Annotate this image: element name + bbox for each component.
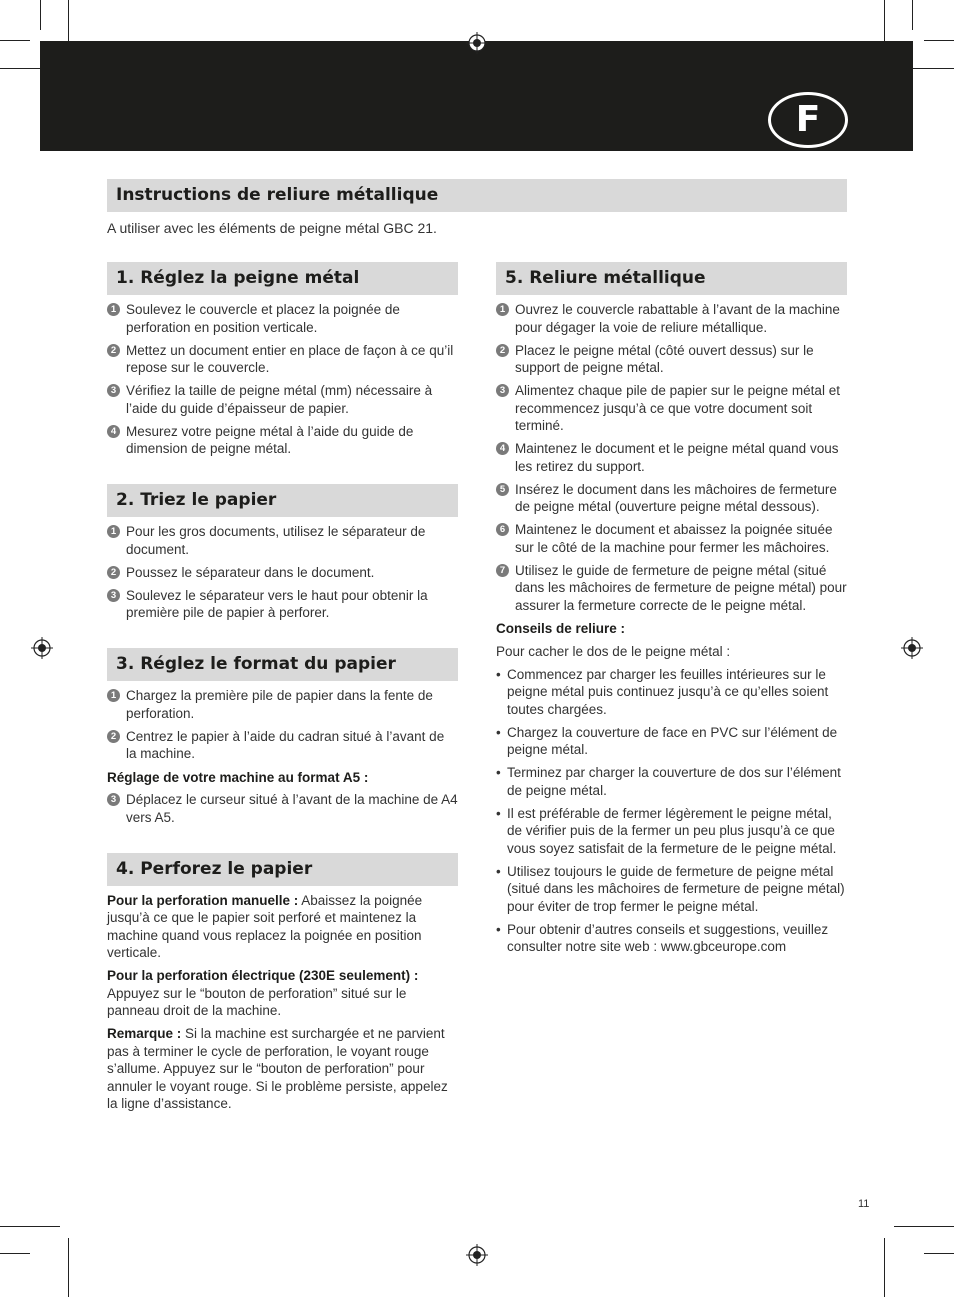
step-text: Insérez le document dans les mâchoires de fermeture de peigne métal (ouverture peigne métal dessous).: [515, 481, 837, 514]
spacer: [107, 463, 458, 484]
step-number-icon: 2: [107, 566, 120, 579]
page-title: Instructions de reliure métallique: [107, 179, 847, 212]
crop-mark: [68, 1238, 69, 1297]
crop-mark: [924, 40, 954, 41]
bullet-icon: •: [496, 666, 501, 682]
paragraph-text: Appuyez sur le “bouton de perforation” situé sur le panneau droit de la machine.: [107, 985, 407, 1018]
tips-heading: Conseils de reliure :: [496, 621, 626, 636]
section-heading: 2. Triez le papier: [107, 484, 458, 517]
bullet-icon: •: [496, 921, 501, 937]
step-item: [107, 791, 458, 826]
section-heading: 4. Perforez le papier: [107, 853, 458, 886]
step-text: Pour les gros documents, utilisez le séparateur de document.: [126, 524, 426, 557]
section-1: [107, 262, 458, 458]
step-text: Maintenez le document et abaissez la poignée située sur le côté de la machine pour fermer les mâchoires.: [515, 522, 833, 555]
step-number-icon: 6: [496, 523, 509, 536]
paragraph-text: Si la machine est surchargée et ne parvient pas à terminer le cycle de perforation, le voyant rouge s’allume. Appuyez sur le “bouton de perforation” pour annuler le voyant rouge. Si le problème persiste, appelez la ligne d’assistance.: [107, 1026, 448, 1111]
language-badge: F: [768, 92, 848, 148]
step-number-icon: 4: [496, 442, 509, 455]
crop-mark: [894, 1226, 954, 1227]
step-text: Alimentez chaque pile de papier sur le peigne métal et recommencez jusqu’à ce que votre document soit terminé.: [515, 383, 840, 433]
step-number-icon: 3: [107, 793, 120, 806]
step-text: Déplacez le curseur situé à l’avant de la machine de A4 vers A5.: [126, 792, 458, 825]
paragraph: [107, 892, 458, 962]
step-number-icon: 1: [107, 303, 120, 316]
step-text: Centrez le papier à l’aide du cadran situé à l’avant de la machine.: [126, 728, 445, 761]
crop-mark: [0, 1253, 30, 1254]
step-text: Utilisez le guide de fermeture de peigne métal (situé dans les mâchoires de fermeture de peigne métal) pour assurer la fermeture correcte de le peigne métal.: [515, 562, 847, 613]
step-item: [107, 564, 458, 582]
registration-mark-icon: [466, 32, 488, 54]
step-text: Ouvrez le couvercle rabattable à l’avant de la machine pour dégager la voie de reliure métallique.: [515, 302, 840, 335]
section-heading: 1. Réglez la peigne métal: [107, 262, 458, 295]
step-text: Poussez le séparateur dans le document.: [126, 564, 375, 580]
step-number-icon: 5: [496, 483, 509, 496]
crop-mark: [924, 1253, 954, 1254]
step-item: [107, 687, 458, 722]
paragraph-label: Pour la perforation manuelle :: [107, 892, 299, 908]
bullet-icon: •: [496, 863, 501, 879]
tip-text: Utilisez toujours le guide de fermeture de peigne métal (situé dans les mâchoires de fermeture de peigne métal) pour éviter de trop fermer le peigne métal.: [507, 863, 845, 914]
tip-text: Pour obtenir d’autres conseils et suggestions, veuillez consulter notre site web : www.gbceurope.com: [507, 921, 829, 954]
bullet-icon: •: [496, 765, 501, 780]
paragraph-label: Pour la perforation électrique (230E seulement) :: [107, 968, 419, 983]
step-item: [496, 562, 847, 615]
crop-mark: [40, 0, 41, 30]
tip-text: Terminez par charger la couverture de dos sur l’élément de peigne métal.: [507, 765, 841, 798]
step-number-icon: 2: [496, 344, 509, 357]
step-item: [107, 301, 458, 336]
step-item: [496, 382, 847, 435]
step-item: [496, 481, 847, 516]
tip-item: [496, 921, 847, 956]
step-item: [107, 342, 458, 377]
step-number-icon: 3: [107, 384, 120, 397]
step-number-icon: 1: [496, 303, 509, 316]
step-text: Mettez un document entier en place de façon à ce qu’il repose sur le couvercle.: [126, 342, 454, 375]
page-subtitle: A utiliser avec les éléments de peigne métal GBC 21.: [107, 220, 437, 236]
crop-mark: [884, 1238, 885, 1297]
paragraph: [107, 967, 458, 1020]
step-item: [496, 342, 847, 377]
tip-item: [496, 666, 847, 719]
step-text: Maintenez le document et le peigne métal quand vous les retirez du support.: [515, 441, 839, 474]
section-subheading: Réglage de votre machine au format A5 :: [107, 769, 369, 785]
step-text: Mesurez votre peigne métal à l’aide du guide de dimension de peigne métal.: [126, 423, 414, 456]
paragraph-text: Abaissez la poignée jusqu’à ce que le papier soit perforé et maintenez la machine quand vous replacez la poignée en position verticale.: [107, 892, 423, 960]
crop-mark: [0, 40, 30, 41]
step-number-icon: 7: [496, 564, 509, 577]
step-item: [496, 440, 847, 475]
tip-item: [496, 764, 847, 799]
paragraph: [107, 1025, 458, 1113]
step-number-icon: 2: [107, 730, 120, 743]
step-item: [107, 587, 458, 622]
step-item: [496, 301, 847, 336]
step-text: Vérifiez la taille de peigne métal (mm) nécessaire à l’aide du guide d’épaisseur de papier.: [126, 383, 433, 416]
registration-mark-icon: [31, 637, 53, 659]
bullet-icon: •: [496, 805, 501, 821]
section-heading: 3. Réglez le format du papier: [107, 648, 458, 681]
section-5: [496, 262, 847, 956]
step-item: [107, 728, 458, 763]
page-number: 11: [858, 1198, 870, 1210]
step-number-icon: 2: [107, 344, 120, 357]
crop-mark: [0, 1226, 60, 1227]
section-heading: 5. Reliure métallique: [496, 262, 847, 295]
step-number-icon: 4: [107, 425, 120, 438]
step-text: Soulevez le séparateur vers le haut pour obtenir la première pile de papier à perforer.: [126, 587, 428, 620]
step-item: [107, 423, 458, 458]
bullet-icon: •: [496, 724, 501, 740]
spacer: [107, 832, 458, 853]
step-item: [496, 521, 847, 556]
registration-mark-icon: [901, 637, 923, 659]
step-number-icon: 3: [107, 589, 120, 602]
tip-item: [496, 863, 847, 916]
left-column: [107, 262, 458, 1118]
tip-text: Commencez par charger les feuilles intérieures sur le peigne métal puis continuez jusqu’à ce qu’elles soient toutes chargées.: [507, 666, 829, 717]
section-2: [107, 484, 458, 622]
tip-item: [496, 805, 847, 858]
step-item: [107, 523, 458, 558]
step-number-icon: 1: [107, 525, 120, 538]
paragraph-label: Remarque :: [107, 1026, 182, 1041]
step-text: Chargez la première pile de papier dans la fente de perforation.: [126, 688, 433, 721]
section-3: [107, 648, 458, 826]
step-number-icon: 3: [496, 384, 509, 397]
section-4: [107, 853, 458, 1113]
step-item: [107, 382, 458, 417]
step-number-icon: 1: [107, 689, 120, 702]
step-text: Soulevez le couvercle et placez la poignée de perforation en position verticale.: [126, 302, 400, 335]
tip-item: [496, 724, 847, 759]
tip-text: Chargez la couverture de face en PVC sur l’élément de peigne métal.: [507, 724, 838, 757]
tip-text: Il est préférable de fermer légèrement le peigne métal, de vérifier puis de la fermer un peu plus jusqu’à ce que vous soyez satisfait de la fermeture de le peigne métal.: [507, 805, 837, 856]
registration-mark-icon: [466, 1244, 488, 1266]
tips-intro: Pour cacher le dos de le peigne métal :: [496, 643, 731, 659]
step-text: Placez le peigne métal (côté ouvert dessus) sur le support de peigne métal.: [515, 342, 814, 375]
right-column: [496, 262, 847, 961]
crop-mark: [912, 0, 913, 30]
spacer: [107, 627, 458, 648]
